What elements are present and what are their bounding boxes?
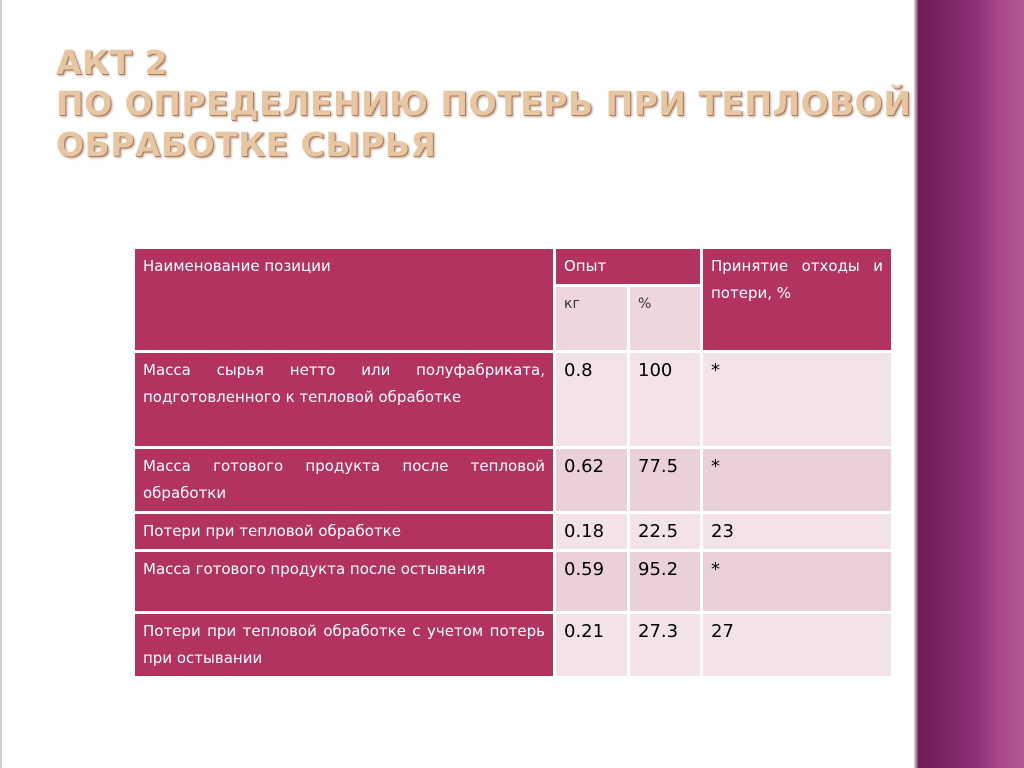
row-kg: 0.8 — [555, 352, 629, 448]
header-percent: % — [629, 286, 702, 352]
decorative-side-band — [914, 0, 1024, 768]
header-accepted: Принятие отходы и потери, % — [702, 248, 893, 352]
row-accepted: 27 — [702, 613, 893, 678]
row-name: Масса готового продукта после тепловой обработки — [134, 448, 555, 513]
row-accepted: * — [702, 551, 893, 613]
row-kg: 0.62 — [555, 448, 629, 513]
row-accepted: * — [702, 448, 893, 513]
row-name: Потери при тепловой обработке с учетом потерь при остывании — [134, 613, 555, 678]
header-experiment: Опыт — [555, 248, 702, 286]
header-kg: кг — [555, 286, 629, 352]
title-line-2: ПО ОПРЕДЕЛЕНИЮ ПОТЕРЬ ПРИ ТЕПЛОВОЙ — [56, 84, 912, 123]
title-line-3: ОБРАБОТКЕ СЫРЬЯ — [56, 125, 437, 164]
row-percent: 95.2 — [629, 551, 702, 613]
table-row — [134, 513, 893, 551]
row-accepted: 23 — [702, 513, 893, 551]
row-accepted: * — [702, 352, 893, 448]
header-position: Наименование позиции — [134, 248, 555, 352]
table-row — [134, 352, 893, 448]
row-percent: 100 — [629, 352, 702, 448]
row-name: Масса сырья нетто или полуфабриката, подготовленного к тепловой обработке — [134, 352, 555, 448]
table-row — [134, 613, 893, 678]
row-percent: 22.5 — [629, 513, 702, 551]
row-name: Масса готового продукта после остывания — [134, 551, 555, 613]
row-kg: 0.59 — [555, 551, 629, 613]
row-kg: 0.21 — [555, 613, 629, 678]
table-row — [134, 551, 893, 613]
table-row — [134, 448, 893, 513]
row-percent: 27.3 — [629, 613, 702, 678]
title-line-1: АКТ 2 — [56, 43, 168, 82]
row-name: Потери при тепловой обработке — [134, 513, 555, 551]
row-kg: 0.18 — [555, 513, 629, 551]
losses-table — [132, 246, 894, 679]
slide-title — [56, 42, 912, 165]
row-percent: 77.5 — [629, 448, 702, 513]
